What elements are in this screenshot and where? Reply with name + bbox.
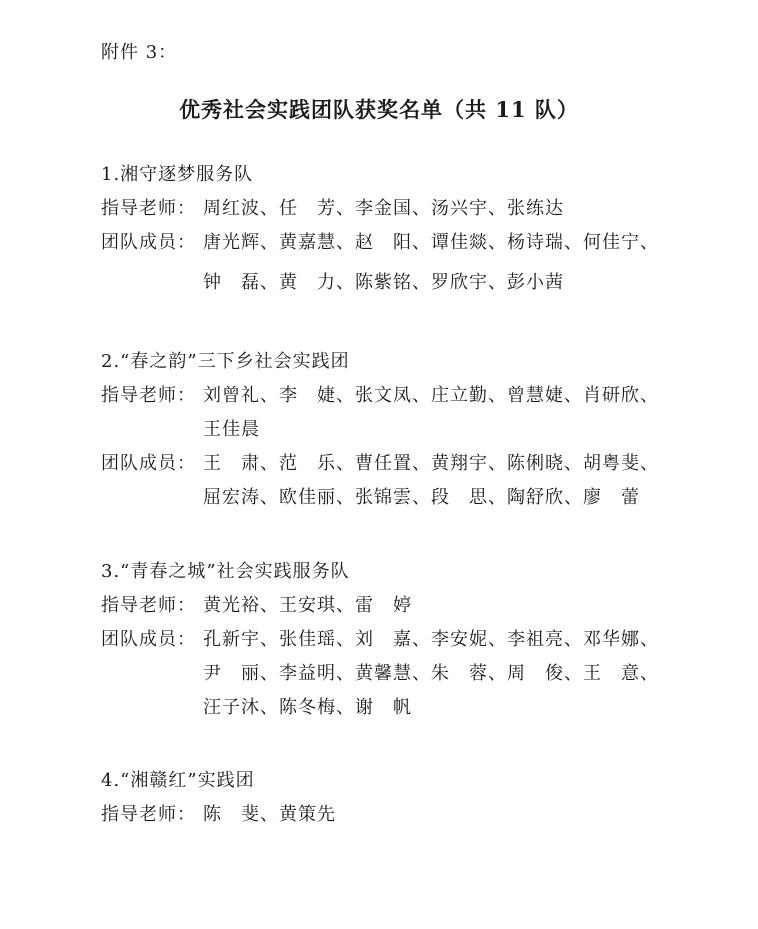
advisor-label: 指导老师： [101,804,196,825]
member-line: 屈宏涛、欧佳丽、张锦雲、段 思、陶舒欣、廖 蕾 [203,487,640,508]
team-title: 4.“湘赣红”实践团 [101,770,255,791]
team-title: 2.“春之韵”三下乡社会实践团 [101,351,350,372]
advisor-names [203,379,659,447]
advisor-row [101,192,701,226]
advisor-line: 陈 斐、黄策先 [203,804,336,825]
advisor-line: 刘曾礼、李 婕、张文凤、庄立勤、曾慧婕、肖研欣、 [203,385,659,406]
member-line: 尹 丽、李益明、黄馨慧、朱 蓉、周 俊、王 意、 [203,663,659,684]
members-names [203,226,659,300]
members-label: 团队成员： [101,453,196,474]
team-title: 3.“青春之城”社会实践服务队 [101,561,350,582]
member-line: 孔新宇、张佳瑶、刘 嘉、李安妮、李祖亮、邓华娜、 [203,629,659,650]
advisor-row [101,379,701,447]
attachment-label: 附件 3： [101,42,178,63]
advisor-row [101,798,701,832]
members-names [203,623,659,725]
advisor-line: 周红波、任 芳、李金国、汤兴宇、张练达 [203,198,564,219]
advisor-names [203,589,412,623]
advisor-names [203,798,336,832]
member-line: 唐光辉、黄嘉慧、赵 阳、谭佳燚、杨诗瑞、何佳宁、 [203,232,659,253]
advisor-label: 指导老师： [101,595,196,616]
team-section [101,764,701,832]
team-title: 1.湘守逐梦服务队 [101,164,254,185]
member-line: 钟 磊、黄 力、陈紫铭、罗欣宇、彭小茜 [203,272,564,293]
team-section [101,555,701,725]
advisor-names [203,192,564,226]
team-section [101,345,701,515]
members-names [203,447,659,515]
members-row [101,623,701,725]
member-line: 王 肃、范 乐、曹任置、黄翔宇、陈俐晓、胡粤斐、 [203,453,659,474]
members-row [101,226,701,300]
advisor-line: 王佳晨 [203,419,260,440]
members-row [101,447,701,515]
members-label: 团队成员： [101,629,196,650]
advisor-label: 指导老师： [101,198,196,219]
members-label: 团队成员： [101,232,196,253]
advisor-line: 黄光裕、王安琪、雷 婷 [203,595,412,616]
member-line: 汪子沐、陈冬梅、谢 帆 [203,697,412,718]
advisor-row [101,589,701,623]
advisor-label: 指导老师： [101,385,196,406]
team-section [101,158,701,300]
document-title: 优秀社会实践团队获奖名单（共 11 队） [179,97,579,122]
